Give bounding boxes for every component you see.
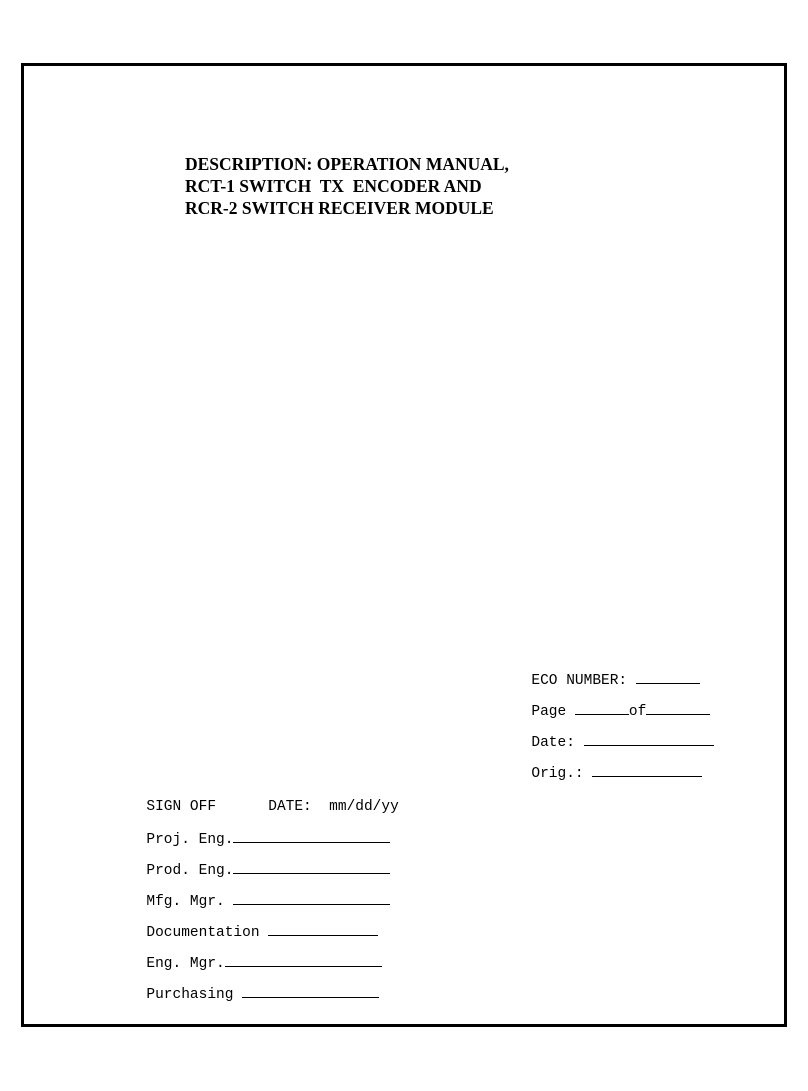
documentation-label: Documentation <box>146 925 260 941</box>
eng-mgr-field[interactable] <box>225 953 382 967</box>
prod-eng-label: Prod. Eng. <box>146 863 234 879</box>
of-label: of <box>628 704 647 720</box>
title-line-1: DESCRIPTION: OPERATION MANUAL, <box>185 154 509 174</box>
orig-row <box>514 745 702 783</box>
signoff-date-format: mm/dd/yy <box>329 799 399 815</box>
date-field[interactable] <box>584 732 714 746</box>
proj-eng-field[interactable] <box>233 829 390 843</box>
document-title <box>185 153 509 219</box>
orig-field[interactable] <box>592 763 702 777</box>
eco-number-label: ECO NUMBER: <box>531 673 628 689</box>
signoff-label: SIGN OFF <box>146 799 217 815</box>
title-line-2: RCT-1 SWITCH TX ENCODER AND <box>185 176 482 196</box>
page-total-field[interactable] <box>646 701 710 715</box>
eng-mgr-label: Eng. Mgr. <box>146 956 225 972</box>
mfg-mgr-label: Mfg. Mgr. <box>146 894 225 910</box>
title-line-3: RCR-2 SWITCH RECEIVER MODULE <box>185 198 494 218</box>
purchasing-row <box>129 966 379 1004</box>
orig-label: Orig.: <box>531 766 584 782</box>
purchasing-label: Purchasing <box>146 987 234 1003</box>
page-number-field[interactable] <box>575 701 629 715</box>
mfg-mgr-field[interactable] <box>233 891 390 905</box>
proj-eng-label: Proj. Eng. <box>146 832 234 848</box>
documentation-field[interactable] <box>268 922 378 936</box>
page-label: Page <box>531 704 567 720</box>
purchasing-field[interactable] <box>242 984 379 998</box>
prod-eng-field[interactable] <box>233 860 390 874</box>
date-label: Date: <box>531 735 575 751</box>
eco-number-field[interactable] <box>636 670 700 684</box>
signoff-date-label: DATE: <box>268 799 312 815</box>
